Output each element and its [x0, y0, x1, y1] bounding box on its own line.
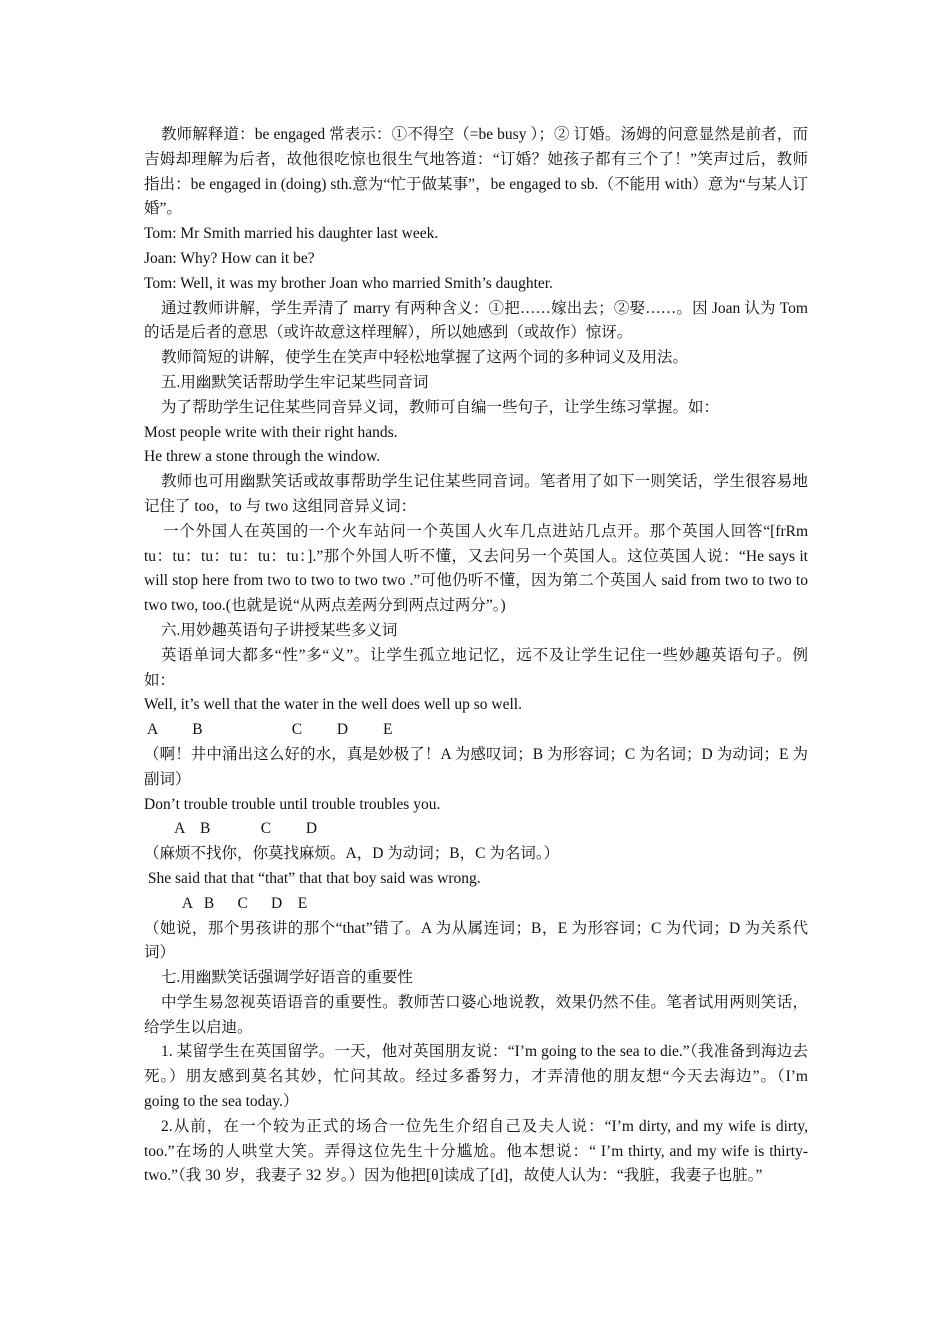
explanation-trouble: （麻烦不找你，你莫找麻烦。A，D 为动词；B，C 为名词。）	[144, 845, 560, 863]
paragraph-be-engaged-explanation: 教师解释道：be engaged 常表示：①不得空（=be busy ）；② 订婚。汤姆的问意显然是前者，而吉姆却理解为后者，故他很吃惊也很生气地答道：“订婚？她孩子都有三个了！”笑声过后，教师指出：be engaged in (doing) sth.意为“忙于做某事”，be engaged to sb.（不能用 with）意为“与某人订婚”。	[144, 126, 808, 218]
section-heading-6: 六.用妙趣英语句子讲授某些多义词	[161, 621, 398, 639]
example-sentence-that: She said that that “that” that that boy said was wrong.	[144, 869, 481, 887]
example-sentence-well: Well, it’s well that the water in the well does well up so well.	[144, 696, 522, 714]
paragraph-polysemy-intro: 英语单词大都多“性”多“义”。让学生孤立地记忆，远不及让学生记住一些妙趣英语句子。例如：	[144, 646, 808, 689]
dialogue-line-joan: Joan: Why? How can it be?	[144, 249, 315, 267]
dialogue-line-tom-reply: Tom: Well, it was my brother Joan who married Smith’s daughter.	[144, 274, 553, 292]
paragraph-summary: 教师简短的讲解，使学生在笑声中轻松地掌握了这两个词的多种词义及用法。	[161, 349, 689, 367]
paragraph-marry-explanation: 通过教师讲解，学生弄清了 marry 有两种含义：①把……嫁出去；②娶……。因 Joan 认为 Tom 的话是后者的意思（或许故意这样理解），所以她感到（或故作）惊讶。	[144, 299, 808, 342]
letter-markers-trouble: A B C D	[144, 820, 318, 838]
paragraph-train-joke: 一个外国人在英国的一个火车站问一个英国人火车几点进站几点开。那个英国人回答“[frRm tu：tu：tu：tu：tu：tu：].”那个外国人听不懂，又去问另一个英国人。这位英国人说：“He says it will stop here from two to two to two two .”可他仍听不懂，因为第二个英国人 said from two to two to two two, too.(也就是说“从两点差两分到两点过两分”。)	[144, 522, 808, 615]
dialogue-line-tom: Tom: Mr Smith married his daughter last week.	[144, 225, 439, 243]
paragraph-joke-intro: 教师也可用幽默笑话或故事帮助学生记住某些同音词。笔者用了如下一则笑话，学生很容易地记住了 too，to 与 two 这组同音异义词：	[144, 473, 808, 515]
paragraph-pronunciation-intro: 中学生易忽视英语语音的重要性。教师苦口婆心地说教，效果仍然不佳。笔者试用两则笑话，给学生以启迪。	[144, 993, 808, 1036]
letter-markers-well: A B C D E	[144, 721, 393, 739]
document-body	[144, 123, 808, 1189]
explanation-that: （她说，那个男孩讲的那个“that”错了。A 为从属连词；B，E 为形容词；C 为代词；D 为关系代词）	[144, 919, 808, 962]
explanation-well: （啊！井中涌出这么好的水，真是妙极了！A 为感叹词；B 为形容词；C 为名词；D 为动词；E 为副词）	[144, 745, 808, 788]
letter-markers-that: A B C D E	[144, 894, 308, 912]
joke-1: 1. 某留学生在英国留学。一天，他对英国朋友说：“I’m going to the sea to die.”（我准备到海边去死。）朋友感到莫名其妙，忙问其故。经过多番努力，才弄清他的朋友想“今天去海边”。（I’m going to the sea today.）	[144, 1043, 808, 1111]
example-sentence-2: He threw a stone through the window.	[144, 448, 381, 466]
joke-2: 2.从前，在一个较为正式的场合一位先生介绍自己及夫人说：“I’m dirty, and my wife is dirty, too.”在场的人哄堂大笑。弄得这位先生十分尴尬。他本想说：“ I’m thirty, and my wife is thirty-two.”（我 30 岁，我妻子 32 岁。）因为他把[θ]读成了[d]，故使人认为：“我脏，我妻子也脏。”	[144, 1117, 808, 1185]
section-heading-7: 七.用幽默笑话强调学好语音的重要性	[161, 969, 413, 987]
paragraph-homophone-intro: 为了帮助学生记住某些同音异义词，教师可自编一些句子，让学生练习掌握。如：	[161, 398, 720, 416]
example-sentence-1: Most people write with their right hands.	[144, 423, 398, 441]
example-sentence-trouble: Don’t trouble trouble until trouble troubles you.	[144, 795, 441, 813]
section-heading-5: 五.用幽默笑话帮助学生牢记某些同音词	[161, 373, 429, 391]
